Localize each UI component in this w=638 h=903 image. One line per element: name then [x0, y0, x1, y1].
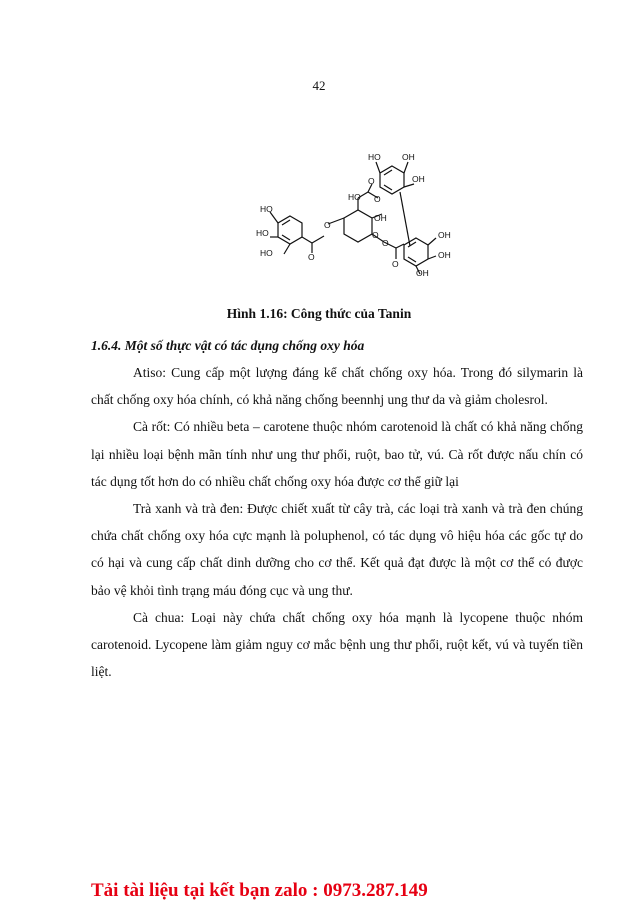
glucose-ring [344, 210, 372, 242]
atom-label: O [392, 259, 399, 269]
atom-label: O [308, 252, 315, 262]
atom-label: HO [256, 228, 269, 238]
atom-label: HO [260, 204, 273, 214]
atom-label: HO [348, 192, 361, 202]
atom-label: O [374, 194, 381, 204]
paragraph-atiso: Atiso: Cung cấp một lượng đáng kể chất chống oxy hóa. Trong đó silymarin là chất chống oxy hóa chính, có khả năng chống beennhj ung thư da và giảm cholesrol. [91, 365, 583, 408]
atom-label: OH [416, 268, 429, 278]
atom-label: OH [438, 230, 451, 240]
atom-label: O [324, 220, 331, 230]
atom-label: OH [374, 213, 387, 223]
body-text [91, 359, 583, 685]
atom-label: OH [402, 152, 415, 162]
paragraph-tea: Trà xanh và trà đen: Được chiết xuất từ cây trà, các loại trà xanh và trà đen chúng chứa chất chống oxy hóa cực mạnh là poluphenol, có tác dụng vô hiệu hóa các gốc tự do có hại và cung cấp chất dinh dưỡng cho cơ thể. Kết quả đạt được là một cơ thể có được bảo vệ khỏi tình trạng máu đóng cục và ung thư. [91, 501, 583, 598]
tannin-structure-figure [244, 146, 464, 278]
atom-label: O [368, 176, 375, 186]
atom-label: HO [260, 248, 273, 258]
atom-label: OH [412, 174, 425, 184]
atom-label: OH [438, 250, 451, 260]
page-number: 42 [312, 78, 326, 93]
atom-labels [256, 152, 451, 278]
figure-caption: Hình 1.16: Công thức của Tanin [226, 306, 412, 321]
tannin-structure-diagram [244, 146, 464, 278]
footer-download-notice: Tải tài liệu tại kết bạn zalo : 0973.287.149 [91, 880, 428, 901]
section-heading: 1.6.4. Một số thực vật có tác dụng chống oxy hóa [91, 338, 365, 353]
atom-label: HO [368, 152, 381, 162]
paragraph-tomato: Cà chua: Loại này chứa chất chống oxy hóa mạnh là lycopene thuộc nhóm carotenoid. Lycopene làm giảm nguy cơ mắc bệnh ung thư phổi, ruột kết, vú và tuyến tiền liệt. [91, 609, 583, 680]
paragraph-carrot: Cà rốt: Có nhiều beta – carotene thuộc nhóm carotenoid là chất có khả năng chống lại nhiều loại bệnh mãn tính như ung thư phổi, ruột, bao tử, vú. Cà rốt được nấu chín có tác dụng tốt hơn do có nhiều chất chống oxy hóa được cơ thể giữ lại [91, 419, 583, 489]
atom-label: O [382, 238, 389, 248]
atom-label: O [372, 230, 379, 240]
